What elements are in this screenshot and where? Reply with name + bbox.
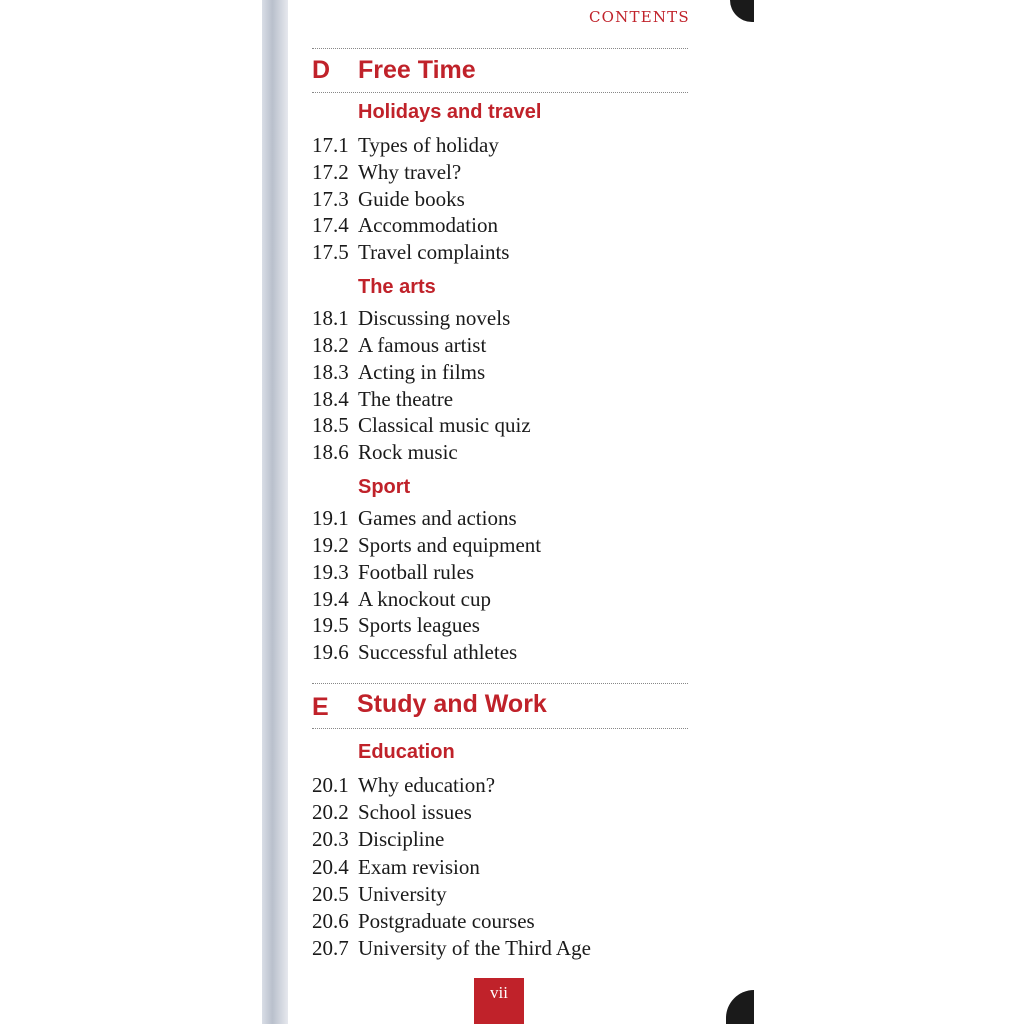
- entry-title: Why travel?: [358, 160, 462, 184]
- entry-title: School issues: [358, 800, 472, 824]
- entry-title: University: [358, 882, 447, 906]
- toc-entry[interactable]: [312, 936, 591, 961]
- entry-number: 20.2: [312, 800, 349, 824]
- entry-number: 20.6: [312, 909, 349, 933]
- book-spine-shadow: [262, 0, 288, 1024]
- toc-entry[interactable]: [312, 800, 472, 825]
- toc-entry[interactable]: [312, 133, 499, 158]
- entry-title: Accommodation: [358, 213, 498, 237]
- entry-number: 17.3: [312, 187, 349, 211]
- toc-entry[interactable]: [312, 855, 480, 880]
- toc-entry[interactable]: [312, 882, 447, 907]
- group-heading: Sport: [358, 476, 411, 498]
- toc-entry[interactable]: [312, 160, 461, 185]
- entry-number: 20.4: [312, 855, 349, 879]
- toc-entry[interactable]: [312, 613, 480, 638]
- entry-number: 19.2: [312, 533, 349, 557]
- entry-number: 20.3: [312, 827, 349, 851]
- entry-title: A knockout cup: [358, 587, 491, 611]
- entry-title: Acting in films: [358, 360, 486, 384]
- entry-number: 18.3: [312, 360, 349, 384]
- entry-number: 18.1: [312, 306, 349, 330]
- entry-number: 19.4: [312, 587, 349, 611]
- toc-entry[interactable]: [312, 909, 535, 934]
- entry-title: Why education?: [358, 773, 496, 797]
- entry-title: Games and actions: [358, 506, 517, 530]
- toc-entry[interactable]: [312, 506, 517, 531]
- toc-entry[interactable]: [312, 773, 495, 798]
- entry-title: University of the Third Age: [358, 936, 591, 960]
- section-letter: D: [312, 56, 331, 84]
- toc-entry[interactable]: [312, 413, 531, 438]
- toc-entry[interactable]: [312, 360, 485, 385]
- entry-title: Football rules: [358, 560, 475, 584]
- group-heading: The arts: [358, 276, 436, 298]
- entry-title: Discipline: [358, 827, 445, 851]
- entry-number: 20.1: [312, 773, 349, 797]
- section-divider-bottom: [312, 728, 688, 729]
- section-divider-bottom: [312, 92, 688, 93]
- entry-title: Types of holiday: [358, 133, 499, 157]
- toc-entry[interactable]: [312, 827, 444, 852]
- entry-number: 18.2: [312, 333, 349, 357]
- toc-entry[interactable]: [312, 213, 498, 238]
- entry-number: 20.5: [312, 882, 349, 906]
- toc-entry[interactable]: [312, 533, 541, 558]
- entry-title: Discussing novels: [358, 306, 511, 330]
- group-heading: Holidays and travel: [358, 101, 542, 123]
- entry-title: Classical music quiz: [358, 413, 531, 437]
- entry-number: 17.1: [312, 133, 349, 157]
- entry-number: 19.6: [312, 640, 349, 664]
- running-header: CONTENTS: [589, 8, 690, 26]
- toc-entry[interactable]: [312, 306, 510, 331]
- entry-number: 17.5: [312, 240, 349, 264]
- section-title: Study and Work: [357, 690, 547, 718]
- entry-number: 20.7: [312, 936, 349, 960]
- entry-title: A famous artist: [358, 333, 487, 357]
- toc-entry[interactable]: [312, 240, 509, 265]
- entry-number: 18.6: [312, 440, 349, 464]
- entry-title: Postgraduate courses: [358, 909, 535, 933]
- toc-entry[interactable]: [312, 640, 517, 665]
- toc-entry[interactable]: [312, 587, 491, 612]
- entry-title: The theatre: [358, 387, 454, 411]
- section-divider-top: [312, 48, 688, 49]
- toc-entry[interactable]: [312, 387, 453, 412]
- toc-entry[interactable]: [312, 187, 465, 212]
- entry-number: 18.4: [312, 387, 349, 411]
- section-divider-top: [312, 683, 688, 684]
- entry-number: 18.5: [312, 413, 349, 437]
- entry-number: 17.2: [312, 160, 349, 184]
- entry-number: 17.4: [312, 213, 349, 237]
- section-letter: E: [312, 693, 329, 721]
- section-title: Free Time: [358, 56, 476, 84]
- entry-title: Successful athletes: [358, 640, 518, 664]
- entry-number: 19.1: [312, 506, 349, 530]
- page-number-tab: vii: [474, 978, 524, 1024]
- group-heading: Education: [358, 741, 455, 763]
- toc-entry[interactable]: [312, 333, 486, 358]
- entry-title: Rock music: [358, 440, 458, 464]
- entry-title: Travel complaints: [358, 240, 510, 264]
- entry-number: 19.5: [312, 613, 349, 637]
- toc-entry[interactable]: [312, 440, 458, 465]
- entry-title: Sports leagues: [358, 613, 480, 637]
- entry-title: Sports and equipment: [358, 533, 542, 557]
- entry-title: Exam revision: [358, 855, 480, 879]
- toc-entry[interactable]: [312, 560, 474, 585]
- entry-title: Guide books: [358, 187, 465, 211]
- entry-number: 19.3: [312, 560, 349, 584]
